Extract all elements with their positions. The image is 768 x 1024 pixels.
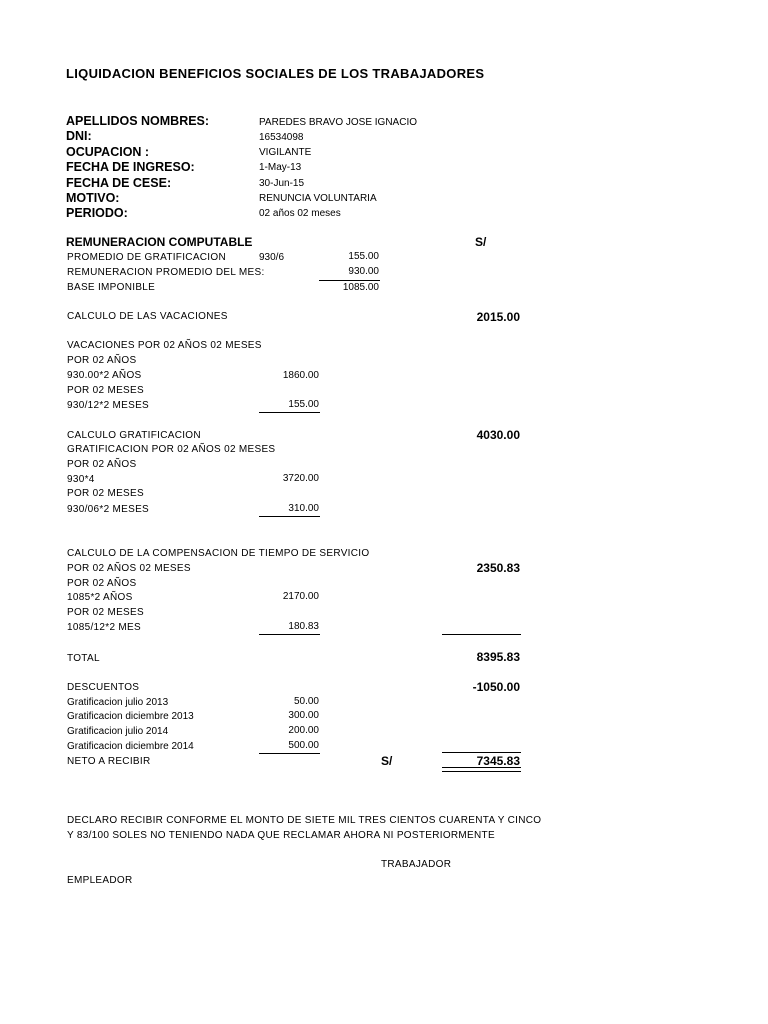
discounts-label: DESCUENTOS: [67, 682, 140, 693]
total-value: 8395.83: [476, 650, 520, 664]
discount-item-value: 200.00: [288, 725, 319, 736]
cts-years-label: POR 02 AÑOS: [67, 578, 137, 589]
total-label: TOTAL: [67, 653, 100, 664]
vacations-years-label: POR 02 AÑOS: [67, 355, 137, 366]
base-label: BASE IMPONIBLE: [67, 282, 156, 293]
net-label: NETO A RECIBIR: [67, 756, 151, 767]
grat-avg-label: PROMEDIO DE GRATIFICACION: [67, 252, 226, 263]
cts-years-value: 2170.00: [282, 591, 319, 602]
vacations-years-value: 1860.00: [282, 370, 319, 381]
remuneration-heading: REMUNERACION COMPUTABLE: [66, 235, 253, 249]
discounts-sum-line: [259, 753, 320, 754]
vacations-sum-line: [259, 412, 320, 413]
names-label: APELLIDOS NOMBRES:: [66, 114, 210, 128]
grand-sum-line: [442, 634, 521, 635]
period-label: PERIODO:: [66, 206, 128, 220]
discount-item-label: Gratificacion julio 2014: [67, 726, 169, 737]
cts-sum-line: [259, 634, 320, 635]
cts-months-value: 180.83: [288, 621, 319, 632]
grat-avg-formula: 930/6: [259, 252, 285, 263]
vacations-months-label: POR 02 MESES: [67, 385, 144, 396]
base-value: 1085.00: [342, 282, 379, 293]
gratification-years-label: POR 02 AÑOS: [67, 459, 137, 470]
cts-years-formula: 1085*2 AÑOS: [67, 592, 133, 603]
document-title: LIQUIDACION BENEFICIOS SOCIALES DE LOS TRABAJADORES: [66, 66, 485, 81]
gratification-sum-line: [259, 516, 320, 517]
net-double-underline: [442, 767, 521, 772]
cts-heading: CALCULO DE LA COMPENSACION DE TIEMPO DE SERVICIO: [67, 548, 370, 559]
gratification-months-value: 310.00: [288, 503, 319, 514]
declaration-line-1: DECLARO RECIBIR CONFORME EL MONTO DE SIETE MIL TRES CIENTOS CUARENTA Y CINCO: [67, 815, 542, 826]
vacations-heading: CALCULO DE LAS VACACIONES: [67, 311, 228, 322]
discount-item-value: 300.00: [288, 710, 319, 721]
reason-value: RENUNCIA VOLUNTARIA: [259, 193, 377, 204]
end-date-label: FECHA DE CESE:: [66, 176, 172, 190]
dni-value: 16534098: [259, 132, 304, 143]
base-sum-line: [319, 280, 380, 281]
discount-item-value: 500.00: [288, 740, 319, 751]
net-top-line: [442, 752, 521, 753]
cts-subheading: POR 02 AÑOS 02 MESES: [67, 563, 191, 574]
vacations-months-value: 155.00: [288, 399, 319, 410]
net-value: 7345.83: [476, 754, 520, 768]
reason-label: MOTIVO:: [66, 191, 120, 205]
net-currency: S/: [381, 754, 393, 768]
worker-signature-label: TRABAJADOR: [381, 859, 452, 870]
discount-item-label: Gratificacion diciembre 2014: [67, 741, 194, 752]
gratification-months-formula: 930/06*2 MESES: [67, 504, 150, 515]
discount-item-label: Gratificacion diciembre 2013: [67, 711, 194, 722]
declaration-line-2: Y 83/100 SOLES NO TENIENDO NADA QUE RECLAMAR AHORA NI POSTERIORMENTE: [67, 830, 495, 841]
occupation-value: VIGILANTE: [259, 147, 312, 158]
discounts-total: -1050.00: [472, 680, 520, 694]
vacations-subheading: VACACIONES POR 02 AÑOS 02 MESES: [67, 340, 262, 351]
vacations-total: 2015.00: [476, 310, 520, 324]
gratification-years-value: 3720.00: [282, 473, 319, 484]
gratification-years-formula: 930*4: [67, 474, 95, 485]
gratification-months-label: POR 02 MESES: [67, 488, 144, 499]
start-date-label: FECHA DE INGRESO:: [66, 160, 195, 174]
cts-months-formula: 1085/12*2 MES: [67, 622, 141, 633]
rem-avg-value: 930.00: [348, 266, 379, 277]
discount-item-label: Gratificacion julio 2013: [67, 697, 169, 708]
gratification-heading: CALCULO GRATIFICACION: [67, 430, 201, 441]
gratification-total: 4030.00: [476, 428, 520, 442]
vacations-years-formula: 930.00*2 AÑOS: [67, 370, 142, 381]
discount-item-value: 50.00: [293, 696, 319, 707]
dni-label: DNI:: [66, 129, 92, 143]
employer-signature-label: EMPLEADOR: [67, 875, 133, 886]
rem-avg-label: REMUNERACION PROMEDIO DEL MES:: [67, 267, 265, 278]
period-value: 02 años 02 meses: [259, 208, 341, 219]
names-value: PAREDES BRAVO JOSE IGNACIO: [259, 117, 417, 128]
grat-avg-value: 155.00: [348, 251, 379, 262]
gratification-subheading: GRATIFICACION POR 02 AÑOS 02 MESES: [67, 444, 276, 455]
end-date-value: 30-Jun-15: [259, 178, 305, 189]
cts-total: 2350.83: [476, 561, 520, 575]
occupation-label: OCUPACION :: [66, 145, 150, 159]
cts-months-label: POR 02 MESES: [67, 607, 144, 618]
vacations-months-formula: 930/12*2 MESES: [67, 400, 150, 411]
start-date-value: 1-May-13: [259, 162, 302, 173]
currency-header: S/: [475, 235, 487, 249]
